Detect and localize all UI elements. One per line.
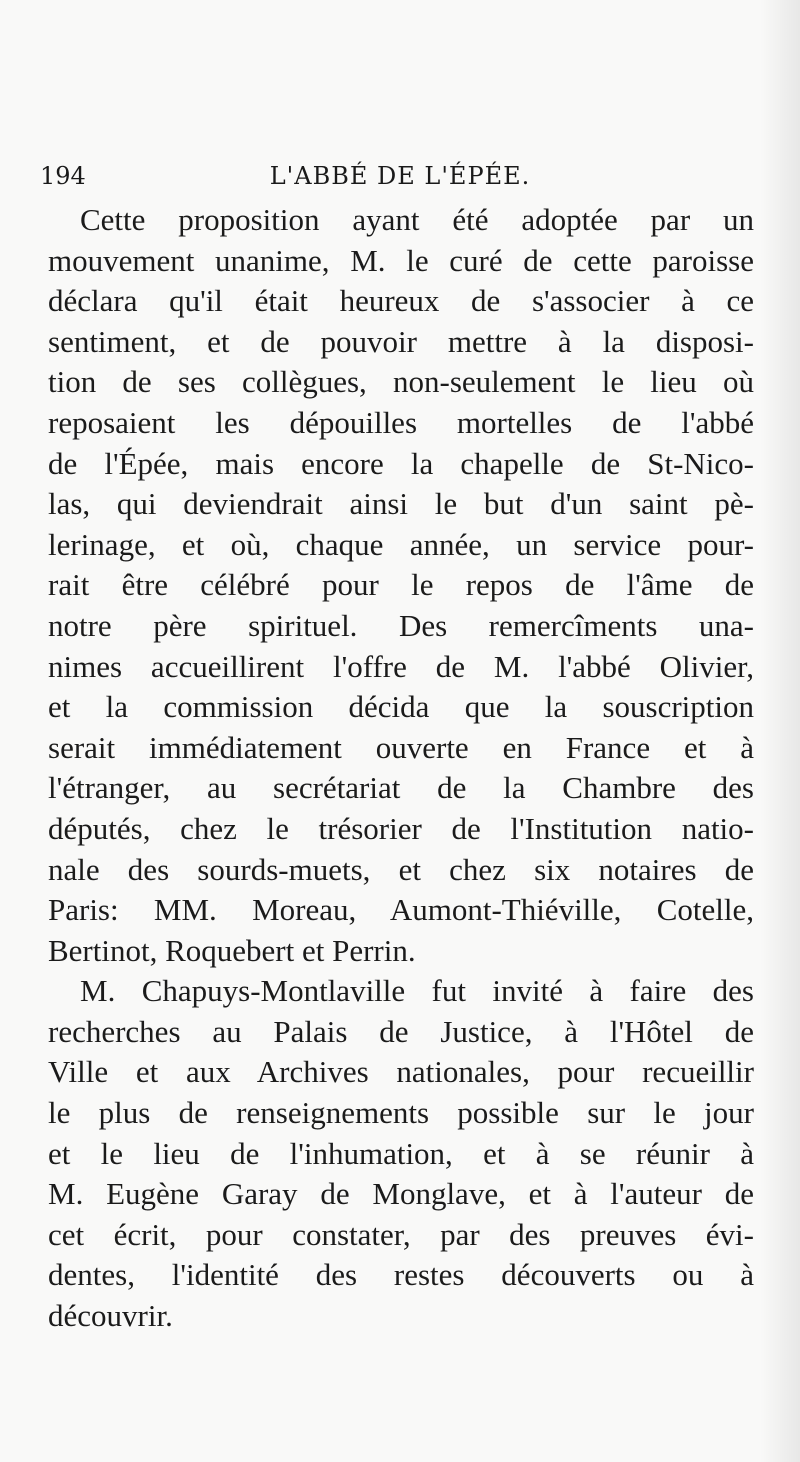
text-line: déclara qu'il était heureux de s'associer à ce	[48, 283, 754, 319]
text-line: mouvement unanime, M. le curé de cette paroisse	[48, 242, 754, 278]
text-line: serait immédiatement ouverte en France et à	[48, 729, 754, 765]
text-line: députés, chez le trésorier de l'Institution natio-	[48, 810, 754, 846]
text-line: l'étranger, au secrétariat de la Chambre des	[48, 770, 754, 806]
text-line: de l'Épée, mais encore la chapelle de St-Nico-	[48, 445, 754, 481]
text-line: et le lieu de l'inhumation, et à se réunir à	[48, 1135, 754, 1171]
text-line: nale des sourds-muets, et chez six notaires de	[48, 851, 754, 887]
text-line: M. Chapuys-Montlaville fut invité à faire des	[80, 973, 754, 1009]
text-line: reposaient les dépouilles mortelles de l'abbé	[48, 404, 754, 440]
text-line: Ville et aux Archives nationales, pour recueillir	[48, 1054, 754, 1090]
text-line: las, qui deviendrait ainsi le but d'un saint pè-	[48, 486, 754, 522]
page-number: 194	[40, 162, 86, 190]
body-text	[48, 200, 754, 1337]
text-line: notre père spirituel. Des remercîments una-	[48, 607, 754, 643]
page-header	[40, 156, 760, 196]
text-line: Paris: MM. Moreau, Aumont-Thiéville, Cotelle,	[48, 892, 754, 928]
running-head: L'ABBÉ DE L'ÉPÉE.	[269, 162, 531, 190]
text-line: le plus de renseignements possible sur le jour	[48, 1095, 754, 1131]
text-line: lerinage, et où, chaque année, un service pour-	[48, 526, 754, 562]
text-line: M. Eugène Garay de Monglave, et à l'auteur de	[48, 1176, 754, 1212]
paragraph	[48, 200, 754, 971]
text-line: nimes accueillirent l'offre de M. l'abbé Olivier,	[48, 648, 754, 684]
text-line: tion de ses collègues, non-seulement le lieu où	[48, 364, 754, 400]
text-line: Cette proposition ayant été adoptée par un	[80, 202, 754, 237]
text-line: dentes, l'identité des restes découverts ou à	[48, 1257, 754, 1293]
text-line: recherches au Palais de Justice, à l'Hôtel de	[48, 1013, 754, 1049]
text-line: sentiment, et de pouvoir mettre à la disposi-	[48, 323, 754, 359]
text-line: rait être célébré pour le repos de l'âme de	[48, 567, 754, 603]
text-line: Bertinot, Roquebert et Perrin.	[48, 932, 416, 968]
page-edge-shadow	[760, 0, 800, 1462]
text-line: cet écrit, pour constater, par des preuves évi-	[48, 1216, 754, 1252]
text-line: découvrir.	[48, 1298, 173, 1334]
text-line: et la commission décida que la souscription	[48, 689, 754, 725]
paragraph	[48, 971, 754, 1336]
